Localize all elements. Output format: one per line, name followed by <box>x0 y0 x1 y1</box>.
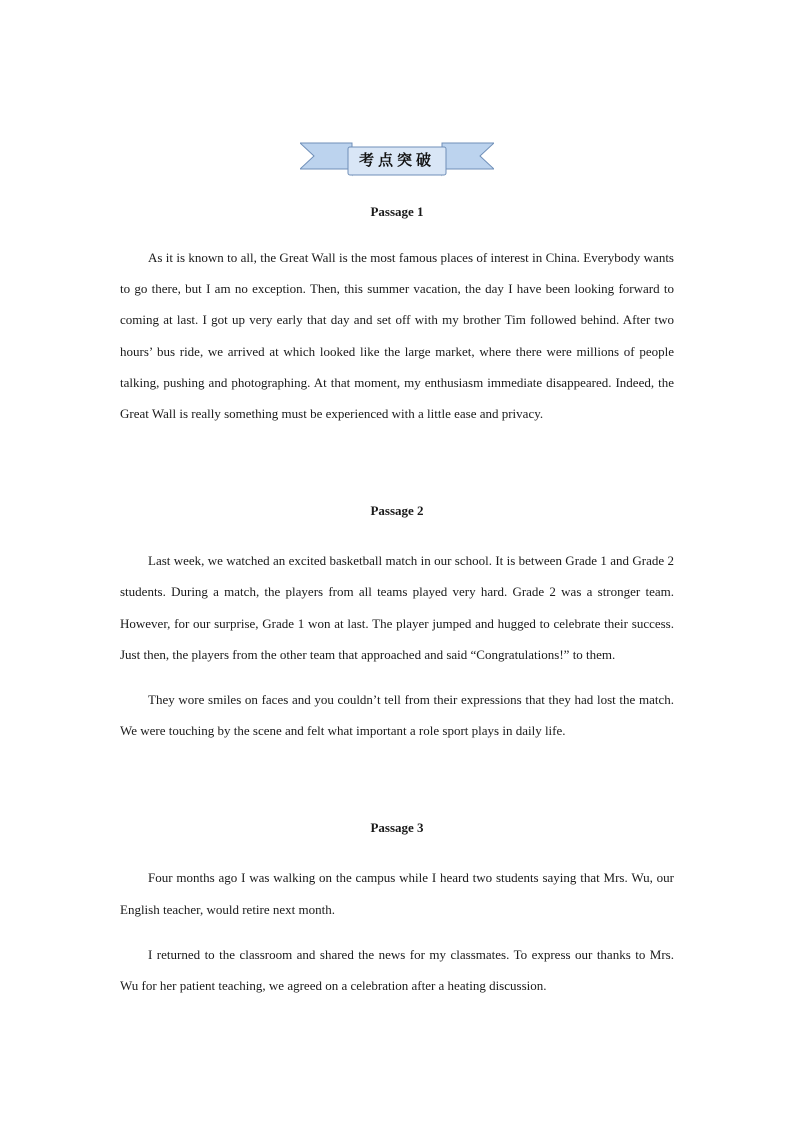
passage-2-paragraph-1: Last week, we watched an excited basketball match in our school. It is between Grade 1 and Grade 2 students. During a match, the players from all teams played very hard. Grade 2 was a stronger team. However, for our surprise, Grade 1 won at last. The player jumped and hugged to celebrate their success. Just then, the players from the other team that approached and said “Congratulations!” to them. <box>120 553 674 662</box>
passage-3-paragraph-1: Four months ago I was walking on the campus while I heard two students saying that Mrs. Wu, our English teacher, would retire next month. <box>120 870 674 917</box>
passage-3-title: Passage 3 <box>370 820 424 836</box>
passage-3-paragraph-2: I returned to the classroom and shared the news for my classmates. To express our thanks to Mrs. Wu for her patient teaching, we agreed on a celebration after a heating discussion. <box>120 946 674 994</box>
banner-title: 考点突破 <box>358 151 435 169</box>
section-banner <box>300 139 494 181</box>
main-content <box>120 200 674 1001</box>
passage-1-paragraph-1: As it is known to all, the Great Wall is the most famous places of interest in China. Everybody wants to go there, but I am no exception. Then, this summer vacation, the day I have been looking forward to coming at last. I got up very early that day and set off with my brother Tim followed behind. After two hours’ bus ride, we arrived at which looked like the large market, where there were millions of people talking, pushing and photographing. At that moment, my enthusiasm immediate disappeared. Indeed, the Great Wall is really something must be experienced with a little ease and privacy. <box>120 250 674 422</box>
passage-2-paragraph-2: They wore smiles on faces and you couldn’t tell from their expressions that they had lost the match. We were touching by the scene and felt what important a role sport plays in daily life. <box>120 692 674 739</box>
passage-2-title: Passage 2 <box>370 503 424 519</box>
passage-1-title: Passage 1 <box>370 204 424 219</box>
